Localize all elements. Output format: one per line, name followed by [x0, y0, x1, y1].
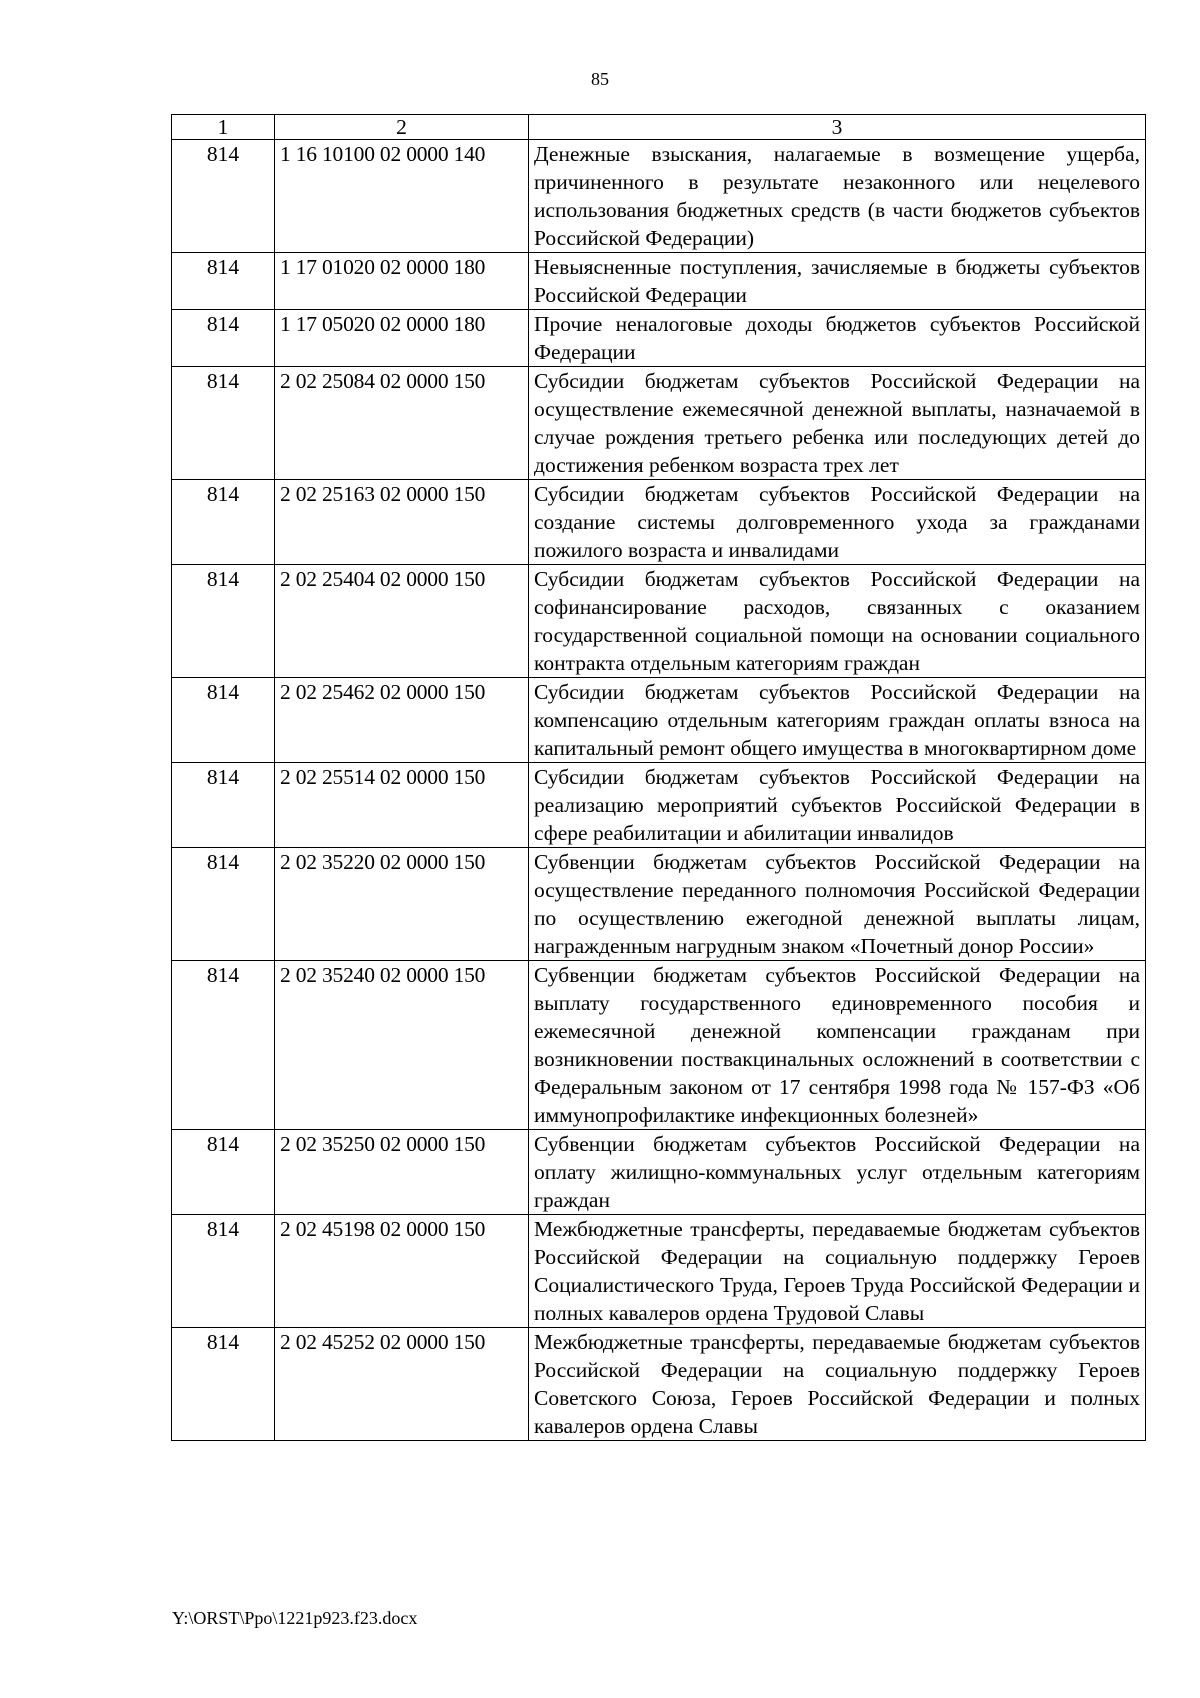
budget-code-cell: 2 02 35240 02 0000 150 [275, 961, 529, 1130]
revenue-name-cell: Субвенции бюджетам субъектов Российской Федерации на выплату государственного единовременного пособия и ежемесячной денежной компенсации гражданам при возникновении поствакцинальных осложнений в соответствии с Федеральным законом от 17 сентября 1998 года № 157-ФЗ «Об иммунопрофилактике инфекционных болезней» [529, 961, 1146, 1130]
table-row [172, 1130, 1146, 1215]
revenue-name-cell: Субсидии бюджетам субъектов Российской Федерации на софинансирование расходов, связанных с оказанием государственной социальной помощи на основании социального контракта отдельным категориям граждан [529, 565, 1146, 678]
admin-code-cell: 814 [172, 140, 275, 253]
admin-code-cell: 814 [172, 848, 275, 961]
revenue-name-cell: Невыясненные поступления, зачисляемые в бюджеты субъектов Российской Федерации [529, 253, 1146, 310]
admin-code-cell: 814 [172, 763, 275, 848]
revenue-name-cell: Межбюджетные трансферты, передаваемые бюджетам субъектов Российской Федерации на социальную поддержку Героев Социалистического Труда, Героев Труда Российской Федерации и полных кавалеров ордена Трудовой Славы [529, 1215, 1146, 1328]
footer-file-path: Y:\ORST\Ppo\1221p923.f23.docx [172, 1608, 418, 1628]
column-header-1: 1 [172, 115, 275, 140]
table-row [172, 678, 1146, 763]
revenue-name-cell: Субсидии бюджетам субъектов Российской Федерации на реализацию мероприятий субъектов Российской Федерации в сфере реабилитации и абилитации инвалидов [529, 763, 1146, 848]
table-header-row [172, 115, 1146, 140]
table-row [172, 763, 1146, 848]
table-row [172, 253, 1146, 310]
column-header-3: 3 [529, 115, 1146, 140]
revenue-name-cell: Межбюджетные трансферты, передаваемые бюджетам субъектов Российской Федерации на социальную поддержку Героев Советского Союза, Героев Российской Федерации и полных кавалеров ордена Славы [529, 1328, 1146, 1441]
admin-code-cell: 814 [172, 565, 275, 678]
revenue-name-cell: Прочие неналоговые доходы бюджетов субъектов Российской Федерации [529, 310, 1146, 367]
budget-code-cell: 1 17 05020 02 0000 180 [275, 310, 529, 367]
admin-code-cell: 814 [172, 253, 275, 310]
revenue-name-cell: Субвенции бюджетам субъектов Российской Федерации на осуществление переданного полномочия Российской Федерации по осуществлению ежегодной денежной выплаты лицам, награжденным нагрудным знаком «Почетный донор России» [529, 848, 1146, 961]
revenue-name-cell: Денежные взыскания, налагаемые в возмещение ущерба, причиненного в результате незаконного или нецелевого использования бюджетных средств (в части бюджетов субъектов Российской Федерации) [529, 140, 1146, 253]
page-number: 85 [591, 69, 609, 89]
budget-code-cell: 1 17 01020 02 0000 180 [275, 253, 529, 310]
budget-code-cell: 2 02 25163 02 0000 150 [275, 480, 529, 565]
admin-code-cell: 814 [172, 1215, 275, 1328]
table-row [172, 1328, 1146, 1441]
table-row [172, 140, 1146, 253]
admin-code-cell: 814 [172, 1328, 275, 1441]
admin-code-cell: 814 [172, 367, 275, 480]
revenue-name-cell: Субвенции бюджетам субъектов Российской Федерации на оплату жилищно-коммунальных услуг отдельным категориям граждан [529, 1130, 1146, 1215]
admin-code-cell: 814 [172, 480, 275, 565]
admin-code-cell: 814 [172, 961, 275, 1130]
budget-code-cell: 2 02 45198 02 0000 150 [275, 1215, 529, 1328]
table-row [172, 1215, 1146, 1328]
table-row [172, 961, 1146, 1130]
budget-code-cell: 2 02 35250 02 0000 150 [275, 1130, 529, 1215]
budget-code-cell: 2 02 35220 02 0000 150 [275, 848, 529, 961]
column-header-2: 2 [275, 115, 529, 140]
admin-code-cell: 814 [172, 678, 275, 763]
budget-code-cell: 2 02 25084 02 0000 150 [275, 367, 529, 480]
budget-code-cell: 2 02 45252 02 0000 150 [275, 1328, 529, 1441]
table-row [172, 480, 1146, 565]
table-row [172, 565, 1146, 678]
admin-code-cell: 814 [172, 1130, 275, 1215]
revenue-name-cell: Субсидии бюджетам субъектов Российской Федерации на создание системы долговременного ухода за гражданами пожилого возраста и инвалидами [529, 480, 1146, 565]
budget-code-cell: 2 02 25462 02 0000 150 [275, 678, 529, 763]
admin-code-cell: 814 [172, 310, 275, 367]
budget-code-cell: 1 16 10100 02 0000 140 [275, 140, 529, 253]
table-row [172, 367, 1146, 480]
budget-revenue-table [171, 114, 1146, 1441]
revenue-name-cell: Субсидии бюджетам субъектов Российской Федерации на осуществление ежемесячной денежной выплаты, назначаемой в случае рождения третьего ребенка или последующих детей до достижения ребенком возраста трех лет [529, 367, 1146, 480]
revenue-name-cell: Субсидии бюджетам субъектов Российской Федерации на компенсацию отдельным категориям граждан оплаты взноса на капитальный ремонт общего имущества в многоквартирном доме [529, 678, 1146, 763]
table-row [172, 310, 1146, 367]
budget-code-cell: 2 02 25514 02 0000 150 [275, 763, 529, 848]
budget-code-cell: 2 02 25404 02 0000 150 [275, 565, 529, 678]
table-row [172, 848, 1146, 961]
